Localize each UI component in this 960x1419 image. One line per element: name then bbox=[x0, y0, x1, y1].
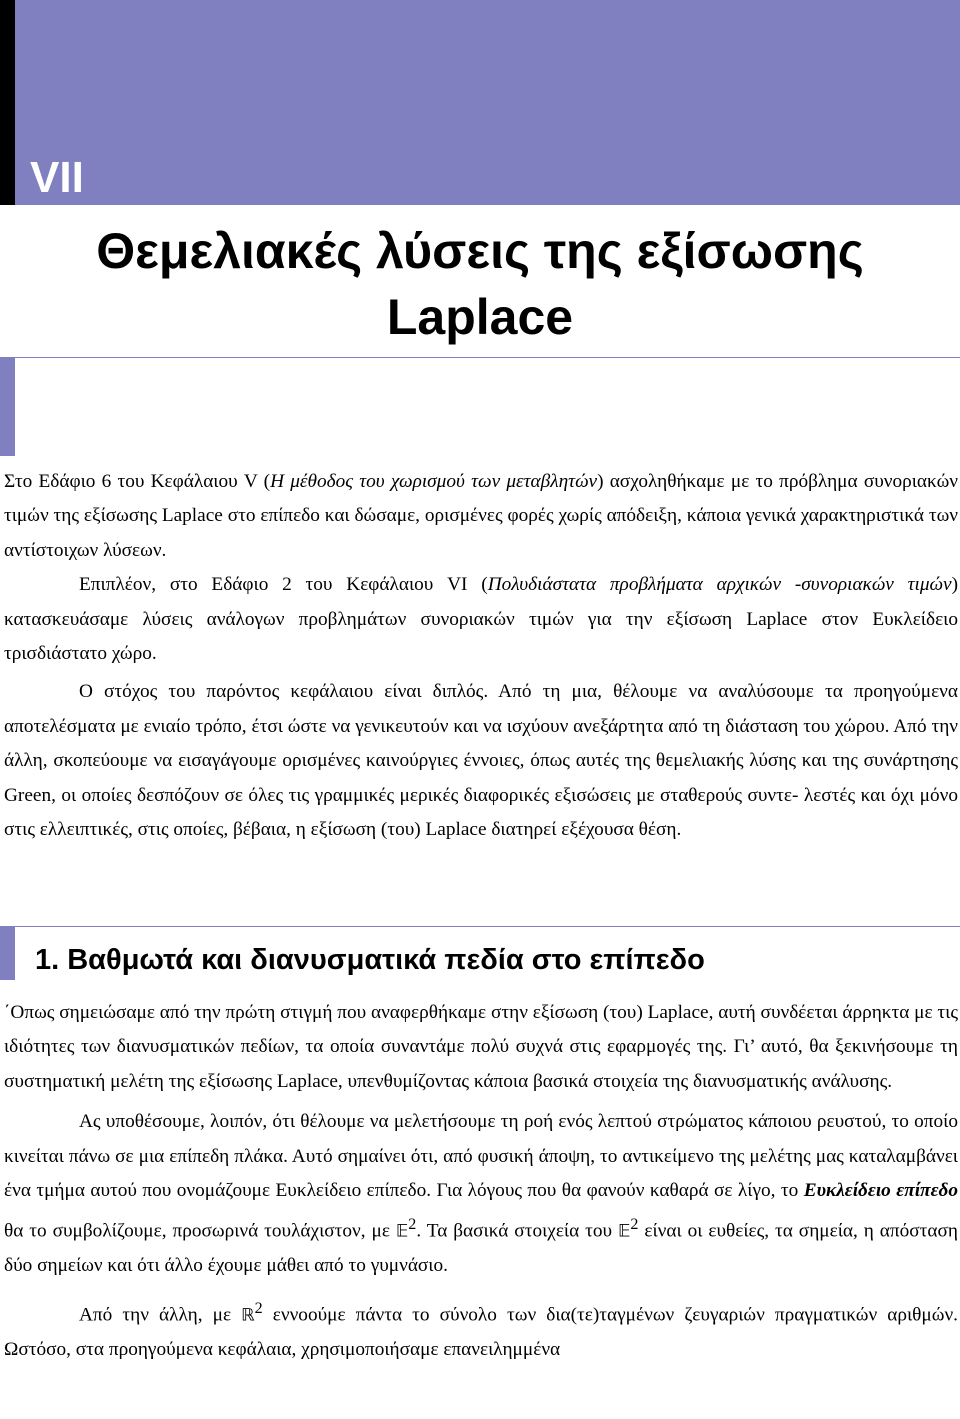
section-1-body bbox=[4, 996, 958, 1367]
superscript-2: 2 bbox=[254, 1299, 263, 1317]
bold-term bbox=[804, 1180, 958, 1201]
intro-paragraph-3: Ο στόχος του παρόντος κεφάλαιου είναι διπλός. Από τη μια, θέλουμε να αναλύσουμε τα προηγούμενα αποτελέσματα με ενιαίο τρόπο, έτσι ώστε να γενικευτούν και να ισχύουν ανεξάρτητα από τη διάσταση του χώρου. Από την άλλη, σκοπεύουμε να εισαγάγουμε ορισμένες καινούργιες έννοιες, όπως αυτές της θεμελιακής λύσης και της συνάρτησης Green, οι οποίες δεσπόζουν σε όλες τις γραμμικές μερικές διαφορικές εξισώσεις με σταθερούς συντε- λεστές και όχι μόνο στις ελλειπτικές, στις οποίες, βέβαια, η εξίσωση (του) Laplace διατηρεί εξέχουσα θέση. bbox=[4, 681, 958, 841]
section-paragraph-1: ΄Οπως σημειώσαμε από την πρώτη στιγμή που αναφερθήκαμε στην εξίσωση (του) Laplace, αυτή συνδέεται άρρηκτα με τις ιδιότητες των διανυσματικών πεδίων, τα οποία συναντάμε πολύ συχνά στις εφαρμογές της. Γι’ αυτό, θα ξεκινήσουμε τη συστηματική μελέτη της εξίσωσης Laplace, υπενθυμίζοντας κάποια βασικά στοιχεία της διανυσματικής ανάλυσης. bbox=[4, 1002, 958, 1092]
chapter-title-line2: Laplace bbox=[386, 289, 574, 345]
chapter-number: VII bbox=[30, 153, 84, 202]
symbol-E: 𝔼 bbox=[395, 1221, 409, 1242]
intro-paragraph-1: Στο Εδάφιο 6 του Κεφάλαιου V (Η μέθοδος του χωρισμού των μεταβλητών) ασχοληθήκαμε με το πρόβλημα συνοριακών τιμών της εξίσωσης Laplace στο επίπεδο και δώσαμε, ορισμένες φορές χωρίς απόδειξη, κάποια γενικά χαρακτηριστικά των αντίστοιχων λύσεων. bbox=[4, 471, 958, 561]
intro-p2-italic: Πολυδιάστατα προβλήματα αρχικών -συνοριακών τιμών bbox=[487, 574, 952, 596]
intro-body bbox=[4, 465, 958, 847]
symbol-R: ℝ bbox=[241, 1305, 255, 1326]
chapter-banner bbox=[15, 0, 960, 205]
chapter-title bbox=[0, 218, 960, 350]
bold-italic-term: Ευκλείδειο επίπεδο bbox=[803, 1180, 959, 1202]
intro-p1-italic: Η μέθοδος του χωρισμού των μεταβλητών bbox=[270, 471, 598, 492]
symbol-E: 𝔼 bbox=[618, 1221, 631, 1242]
superscript-2: 2 bbox=[630, 1216, 639, 1234]
section-side-block bbox=[0, 927, 15, 980]
title-side-block bbox=[0, 358, 15, 456]
section-paragraph-2: Ας υποθέσουμε, λοιπόν, ότι θέλουμε να μελετήσουμε τη ροή ενός λεπτού στρώματος κάποιου ρευστού, το οποίο κινείται πάνω σε μια επίπεδη πλάκα. Αυτό σημαίνει ότι, από φυσική άποψη, το αντικείμενο της μελέτης μας καταλαμβάνει ένα τμήμα αυτού που ονομάζουμε Ευκλείδειο επίπεδο. Για λόγους που θα φανούν καθαρά σε λίγο, το Ευκλείδειο επίπεδο θα το συμβολίζουμε, προσωρινά τουλάχιστον, με 𝔼$^2$. Τα βασικά στοιχεία του 𝔼$^2$ είναι οι ευθείες, τα σημεία, η απόσταση δύο σημείων και ότι άλλο έχουμε μάθει από το γυμνάσιο. bbox=[4, 1111, 959, 1277]
chapter-edge-bar bbox=[0, 0, 15, 205]
chapter-title-line1: Θεμελιακές λύσεις της εξίσωσης bbox=[96, 223, 864, 279]
section-paragraph-3: Από την άλλη, με ℝ$^2$ εννοούμε πάντα το σύνολο των δια(τε)ταγμένων ζευγαριών πραγματικών αριθμών. Ωστόσο, στα προηγούμενα κεφάλαια, χρησιμοποιήσαμε επανειλημμένα bbox=[4, 1299, 958, 1360]
section-rule bbox=[0, 926, 960, 927]
superscript-2: 2 bbox=[408, 1216, 417, 1234]
title-rule bbox=[0, 357, 960, 358]
section-heading: 1. Βαθμωτά και διανυσματικά πεδία στο επίπεδο bbox=[35, 944, 705, 976]
intro-paragraph-2: Επιπλέον, στο Εδάφιο 2 του Κεφάλαιου VI (Πολυδιάστατα προβλήματα αρχικών -συνοριακών τιμών) κατασκευάσαμε λύσεις ανάλογων προβλημάτων συνοριακών τιμών για την εξίσωση Laplace στον Ευκλείδειο τρισδιάστατο χώρο. bbox=[4, 574, 958, 665]
